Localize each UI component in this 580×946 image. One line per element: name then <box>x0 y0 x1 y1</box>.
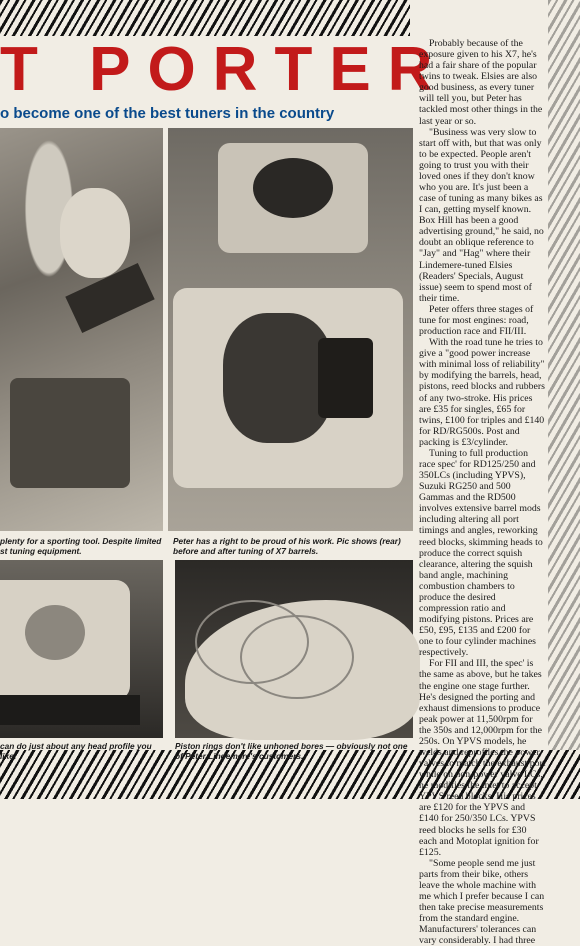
caption-barrels: Peter has a right to be proud of his work. Pic shows (rear) before and after tuning of X7 barrels. <box>173 536 401 556</box>
photo-tuner-at-workbench <box>0 128 163 531</box>
body-paragraph: "Some people send me just parts from their bike, others leave the whole machine with me which I prefer because I can then take precise measurements from the standard engine. Manufacturers' tolerances can vary considerably. I had three <box>419 857 545 946</box>
body-paragraph: Tuning to full production race spec' for RD125/250 and 350LCs (including YPVS), Suzuki RG250 and 500 Gammas and the RD500 involves extensive barrel mods including altering all port timings and angles, reworking reed blocks, skimming heads to produce the correct squish clearance, altering the squish band angle, machining combustion chambers to produce the desired compression ratio and modifying pistons. Prices are £50, £95, £135 and £200 for one to four cylinder machines respectively. <box>419 447 543 659</box>
headline: T PORTER <box>0 35 450 104</box>
body-paragraph: With the road tune he tries to give a "good power increase with minimal loss of reliability" by modifying the barrels, head, pistons, reed blocks and rubbers of any two-stroke. His prices are £35 for singles, £65 for twins, £100 for triples and £140 for RD/RG500s. Post and packing is £3/cylinder. <box>419 337 545 448</box>
body-paragraph: "Business was very slow to start off with, but that was only to be expected. People aren't going to trust you with their loved ones if they don't know who you are. It's just been a case of tuning as many bikes as I can, getting myself known. Box Hill has been a good advertising ground," he said, no doubt an oblique reference to "Jay" and "Hag" where their Lindemere-tuned Elsies (Readers' Specials, August issue) seem to spend most of their time. <box>419 126 544 304</box>
photo-piston-rings-in-hand <box>175 560 413 738</box>
brush-stroke-border-right <box>548 0 580 799</box>
article-body <box>419 38 546 946</box>
body-paragraph: Peter offers three stages of tune for most engines: road, production race and FII/III. <box>419 303 534 338</box>
photo-cylinder-head <box>0 560 163 738</box>
brush-stroke-border-top <box>0 0 410 38</box>
body-paragraph: Probably because of the exposure given to his X7, he's had a fair share of the popular twins to tweak. Elsies are also good business, as every tuner will tell you, but Peter has tackled most other things in the last year or so. <box>419 38 543 127</box>
body-paragraph: For FII and III, the spec' is the same as above, but he takes the engine one stage further. He's designed the porting and exhaust dimensions to produce peak power at 11,500rpm for the 350s and 12,000rpm for the 250s. On YPVS models, he welds and reprofiles the power valves to match the exhaust port while on non-power valve LCs, he modifies the inlet to accept YPVS reed blocks. His prices are £120 for the YPVS and £140 for 250/350 LCs. YPVS reed blocks he sells for £30 each and Motoplat ignition for £125. <box>419 658 546 858</box>
subheadline: o become one of the best tuners in the country <box>0 105 335 122</box>
caption-rings: Piston rings don't like unhoned bores — obviously not one of Peter Lindemere's customers. <box>175 741 408 761</box>
caption-tuner: plenty for a sporting tool. Despite limited st tuning equipment. <box>0 536 162 556</box>
photo-x7-barrels <box>168 128 413 531</box>
caption-head: can do just about any head profile you like. <box>0 741 152 761</box>
